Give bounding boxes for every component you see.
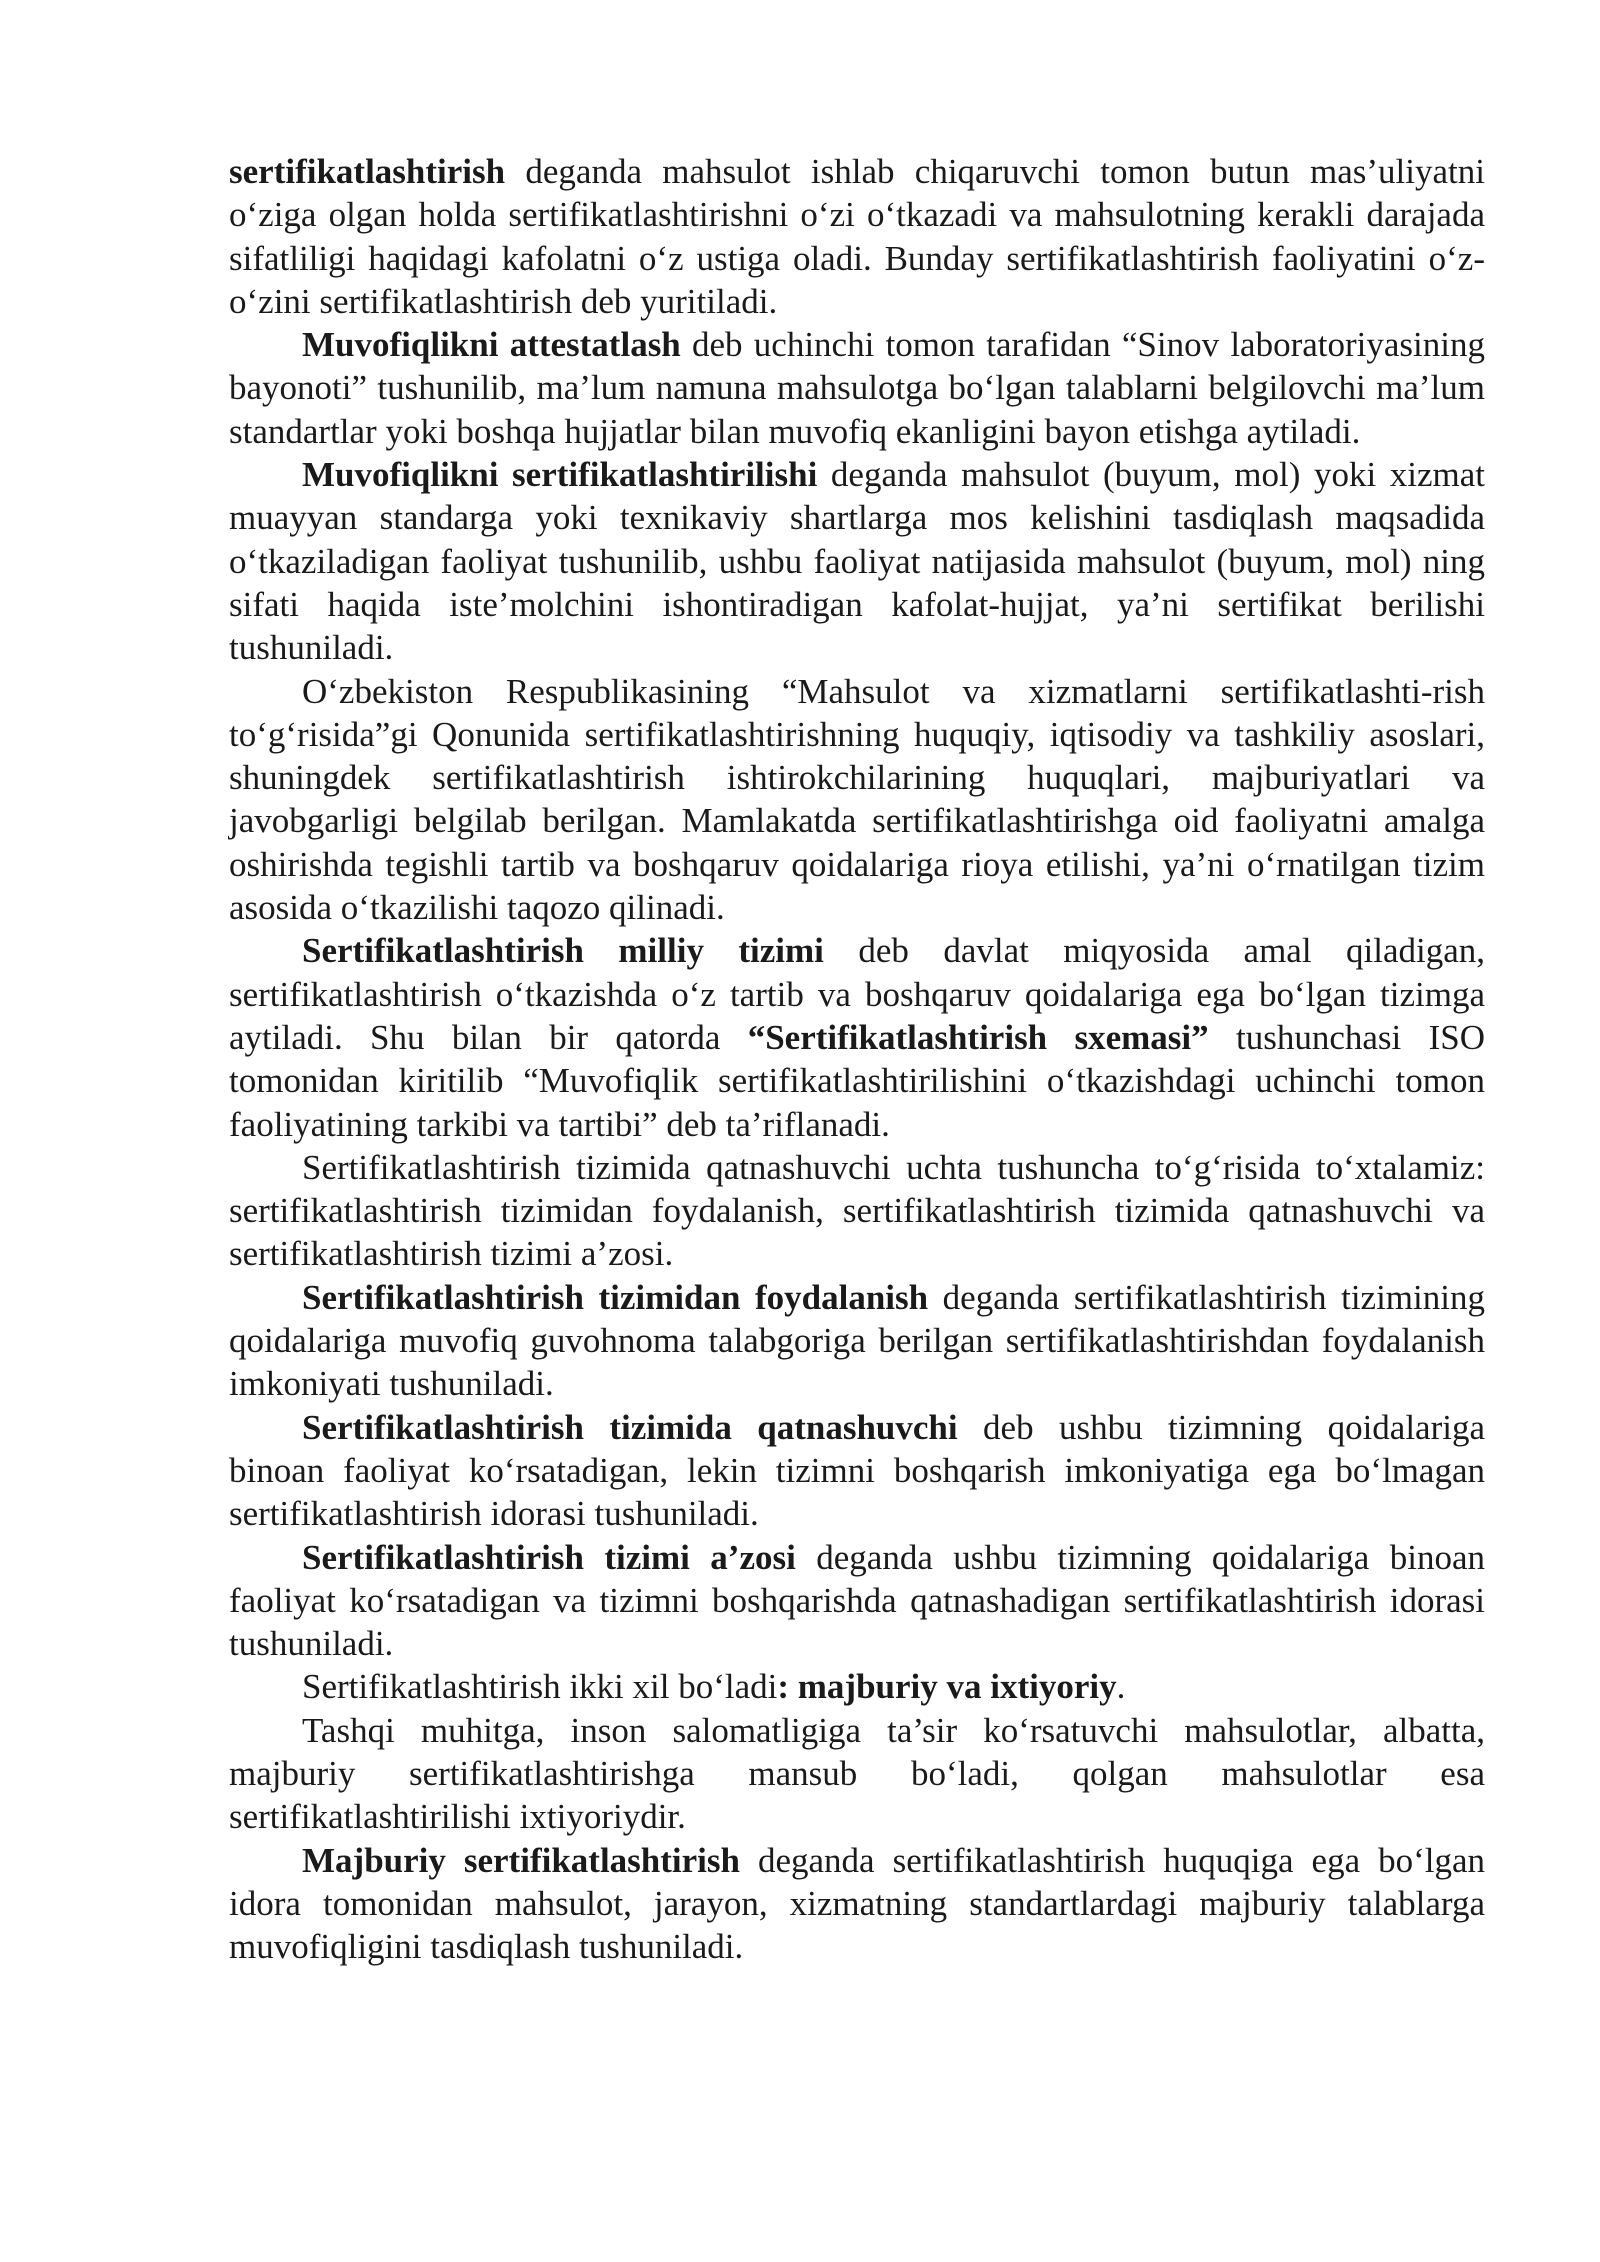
- bold-term: sertifikatlashtirish: [229, 152, 506, 191]
- paragraph: [229, 150, 1485, 323]
- paragraph: [229, 1276, 1485, 1406]
- text-run: deganda ushbu tizimning qoidalariga binoan faoliyat ko‘rsatadigan va tizimni boshqarishda qatnashadigan sertifikatlashtirish idorasi tushuniladi.: [229, 1537, 1485, 1664]
- text-run: .: [1116, 1667, 1126, 1707]
- text-run: deganda sertifikatlashtirish huquqiga ega bo‘lgan idora tomonidan mahsulot, jarayon, xizmatning standartlardagi majburiy talablarga muvofiqligini tasdiqlash tushuniladi.: [229, 1840, 1486, 1967]
- text-run: deb davlat miqyosida amal qiladigan, sertifikatlashtirish o‘tkazishda o‘z tartib va boshqaruv qoidalariga ega bo‘lgan tizimga aytiladi. Shu bilan bir qatorda: [229, 931, 1485, 1057]
- paragraph: [229, 323, 1485, 453]
- text-run: deganda mahsulot ishlab chiqaruvchi tomon butun mas’uliyatni o‘ziga olgan holda sertifikatlashtirishni o‘zi o‘tkazadi va mahsulotning kerakli darajada sifatliligi haqidagi kafolatni o‘z ustiga oladi. Bunday sertifikatlashtirish faoliyatini o‘z-o‘zini sertifikatlashtirish deb yuritiladi.: [229, 152, 1485, 321]
- paragraph: [229, 1709, 1485, 1839]
- text-run: Sertifikatlashtirish tizimida qatnashuvchi uchta tushuncha to‘g‘risida to‘xtalamiz: sertifikatlashtirish tizimidan foydalanish, sertifikatlashtirish tizimida qatnashuvchi va sertifikatlashtirish tizimi a’zosi.: [229, 1147, 1485, 1274]
- text-run: O‘zbekiston Respublikasining “Mahsulot va xizmatlarni sertifikatlashti-rish to‘g‘risida”gi Qonunida sertifikatlashtirishning huquqiy, iqtisodiy va tashkiliy asoslari, shuningdek sertifikatlashtirish ishtirokchilarining huquqlari, majburiyatlari va javobgarligi belgilab berilgan. Mamlakatda sertifikatlashtirishga oid faoliyatni amalga oshirishda tegishli tartib va boshqaruv qoidalariga rioya etilishi, ya’ni o‘rnatilgan tizim asosida o‘tkazilishi taqozo qilinadi.: [229, 671, 1485, 928]
- text-run: Sertifikatlashtirish ikki xil bo‘ladi: [302, 1667, 778, 1707]
- paragraph: [229, 1839, 1485, 1969]
- bold-term: Muvofiqlikni attestatlash: [302, 325, 681, 365]
- bold-term: Sertifikatlashtirish tizimida qatnashuvchi: [302, 1407, 958, 1447]
- paragraph: [229, 1146, 1485, 1276]
- bold-term: Sertifikatlashtirish tizimidan foydalanish: [302, 1277, 929, 1317]
- paragraph: [229, 1665, 1485, 1708]
- bold-term: Sertifikatlashtirish tizimi a’zosi: [302, 1537, 796, 1577]
- bold-term: Muvofiqlikni sertifikatlashtirilishi: [302, 455, 818, 495]
- text-run: deganda sertifikatlashtirish tizimining qoidalariga muvofiq guvohnoma talabgoriga berilgan sertifikatlashtirishdan foydalanish imkoniyati tushuniladi.: [229, 1277, 1485, 1404]
- text-run: deganda mahsulot (buyum, mol) yoki xizmat muayyan standarga yoki texnikaviy shartlarga mos kelishini tasdiqlash maqsadida o‘tkaziladigan faoliyat tushunilib, ushbu faoliyat natijasida mahsulot (buyum, mol) ning sifati haqida iste’molchini ishontiradigan kafolat-hujjat, ya’ni sertifikat berilishi tushuniladi.: [229, 455, 1485, 668]
- text-run: Tashqi muhitga, inson salomatligiga ta’sir ko‘rsatuvchi mahsulotlar, albatta, majburiy sertifikatlashtirishga mansub bo‘ladi, qolgan mahsulotlar esa sertifikatlashtirilishi ixtiyoriydir.: [229, 1710, 1485, 1837]
- paragraph: [229, 670, 1485, 930]
- bold-term: Sertifikatlashtirish milliy tizimi: [302, 931, 824, 971]
- bold-term: : majburiy va ixtiyoriy: [777, 1667, 1117, 1707]
- text-run: deb ushbu tizimning qoidalariga binoan faoliyat ko‘rsatadigan, lekin tizimni boshqarish imkoniyatiga ega bo‘lmagan sertifikatlashtirish idorasi tushuniladi.: [229, 1407, 1486, 1534]
- bold-term: Majburiy sertifikatlashtirish: [302, 1840, 740, 1880]
- paragraph: [229, 1536, 1485, 1666]
- document-body: [229, 150, 1485, 1968]
- paragraph: [229, 929, 1485, 1145]
- bold-term: “Sertifikatlashtirish sxemasi”: [747, 1017, 1209, 1057]
- paragraph: [229, 453, 1485, 669]
- text-run: deb uchinchi tomon tarafidan “Sinov laboratoriyasining bayonoti” tushunilib, ma’lum namuna mahsulotga bo‘lgan talablarni belgilovchi ma’lum standartlar yoki boshqa hujjatlar bilan muvofiq ekanligini bayon etishga aytiladi.: [229, 325, 1485, 451]
- paragraph: [229, 1406, 1485, 1536]
- text-run: tushunchasi ISO tomonidan kiritilib “Muvofiqlik sertifikatlashtirilishini o‘tkazishdagi uchinchi tomon faoliyatining tarkibi va tartibi” deb ta’riflanadi.: [229, 1017, 1485, 1144]
